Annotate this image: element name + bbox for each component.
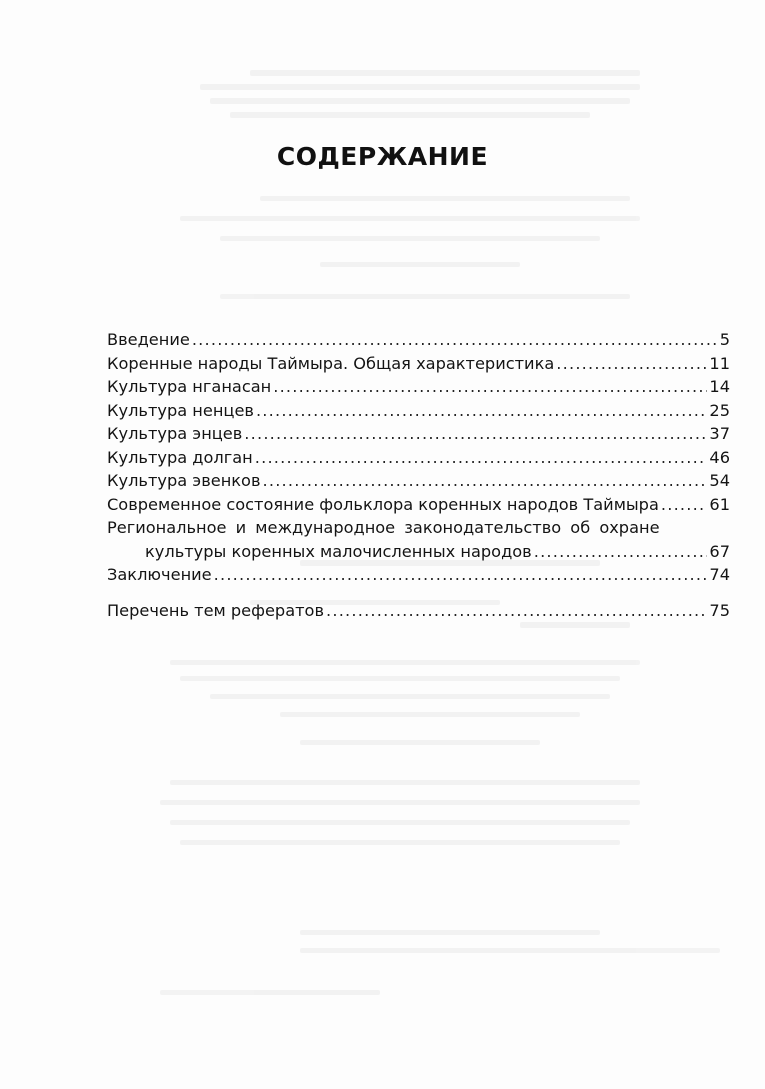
toc-entry-page: 11 <box>709 353 730 373</box>
toc-entry[interactable] <box>107 399 730 423</box>
toc-leader-dots <box>192 328 718 352</box>
toc-leader-dots <box>556 352 707 376</box>
toc-entry[interactable] <box>107 375 730 399</box>
toc-leader-dots <box>273 375 707 399</box>
toc-leader-dots <box>244 422 707 446</box>
toc-entry-title: Культура энцев <box>107 424 243 443</box>
toc-entry-page: 74 <box>709 565 730 584</box>
toc-leader-dots <box>534 540 708 564</box>
toc-leader-dots <box>256 399 707 423</box>
toc-entry-page: 25 <box>709 400 730 420</box>
toc-leader-dots <box>263 469 708 493</box>
toc-entry-page: 5 <box>719 330 730 349</box>
toc-leader-dots <box>255 446 708 470</box>
toc-entry[interactable] <box>107 352 730 376</box>
toc-entry-title: Региональное и международное законодательство об охране <box>107 518 660 537</box>
toc-entry[interactable] <box>107 493 730 517</box>
toc-entry[interactable] <box>107 469 730 493</box>
toc-entry-continuation[interactable] <box>107 540 730 564</box>
toc-leader-dots <box>326 599 707 623</box>
toc-entry-page: 14 <box>709 377 730 396</box>
page-title: СОДЕРЖАНИЕ <box>276 142 489 171</box>
toc-entry[interactable] <box>107 422 730 446</box>
toc-entry-title: Культура эвенков <box>107 471 261 490</box>
toc-entry-title: Введение <box>107 330 190 349</box>
toc-entry[interactable] <box>107 599 730 623</box>
toc-entry-title: Заключение <box>107 565 212 584</box>
toc-entry-title: Перечень тем рефератов <box>107 600 325 620</box>
toc-entry[interactable] <box>107 563 730 587</box>
table-of-contents <box>107 328 730 622</box>
toc-leader-dots <box>214 563 708 587</box>
toc-entry-page: 61 <box>709 494 730 514</box>
toc-entry[interactable] <box>107 446 730 470</box>
toc-leader-dots <box>661 493 708 517</box>
toc-entry-title: Современное состояние фольклора коренных народов Таймыра <box>107 494 659 514</box>
toc-entry-page: 54 <box>709 471 730 490</box>
toc-entry-title: Коренные народы Таймыра. Общая характеристика <box>107 353 555 373</box>
toc-entry-page: 37 <box>709 424 730 443</box>
toc-entry[interactable] <box>107 328 730 352</box>
toc-entry-title-continued: культуры коренных малочисленных народов <box>145 541 532 561</box>
toc-entry-page: 67 <box>709 541 730 561</box>
toc-entry-page: 75 <box>709 600 730 620</box>
toc-entry-page: 46 <box>709 447 730 467</box>
toc-entry-first-line[interactable] <box>107 516 730 540</box>
toc-entry-title: Культура ненцев <box>107 400 254 420</box>
toc-entry-title: Культура долган <box>107 447 253 467</box>
toc-entry-title: Культура нганасан <box>107 377 272 396</box>
